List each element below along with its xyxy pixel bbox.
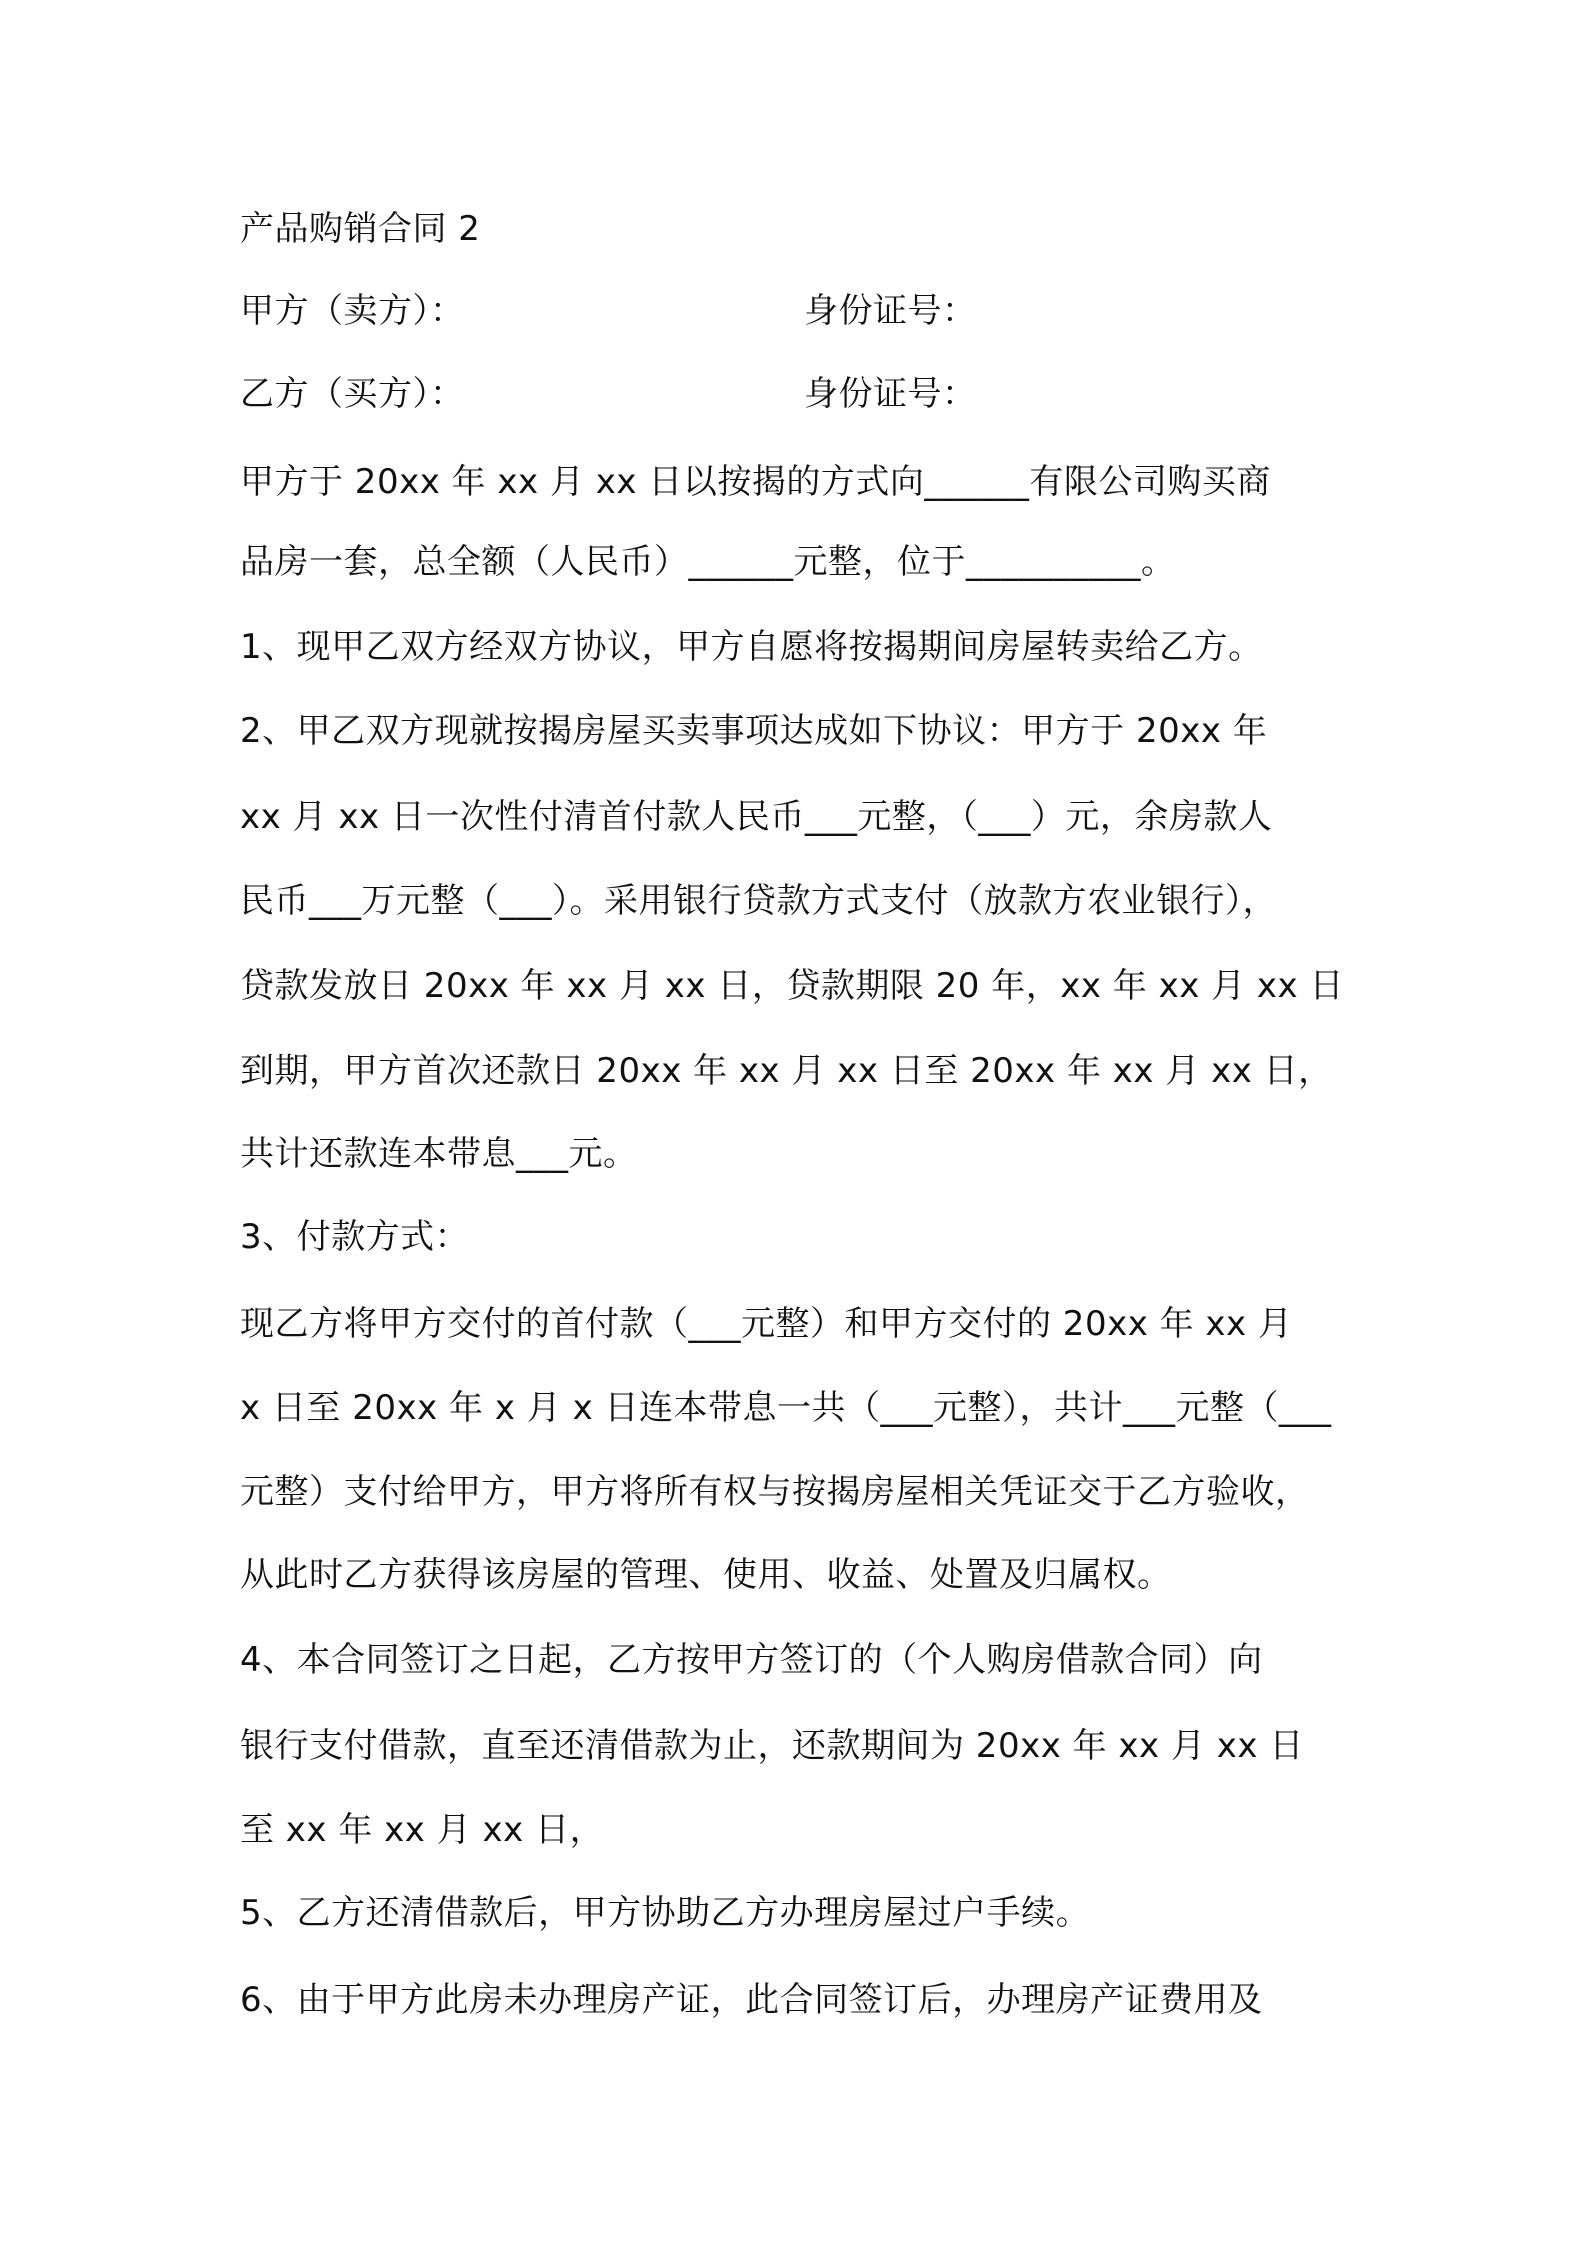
body-line: 品房一套，总全额（人民币）______元整，位于__________。 — [240, 542, 1176, 582]
body-line: 从此时乙方获得该房屋的管理、使用、收益、处置及归属权。 — [240, 1555, 1172, 1595]
body-line: 甲方于 20xx 年 xx 月 xx 日以按揭的方式向______有限公司购买商 — [240, 462, 1271, 502]
body-line: 贷款发放日 20xx 年 xx 月 xx 日，贷款期限 20 年，xx 年 xx 月 xx 日 — [240, 966, 1344, 1006]
body-line: 共计还款连本带息___元。 — [240, 1134, 638, 1174]
party-b-id-label: 身份证号： — [804, 374, 977, 414]
party-a-id-label: 身份证号： — [804, 291, 977, 331]
clause-5: 5、乙方还清借款后，甲方协助乙方办理房屋过户手续。 — [240, 1893, 1091, 1933]
clause-4: 4、本合同签订之日起，乙方按甲方签订的（个人购房借款合同）向 — [240, 1640, 1263, 1680]
document-title: 产品购销合同 2 — [240, 209, 481, 249]
party-b-label: 乙方（买方）： — [240, 374, 465, 414]
clause-2: 2、甲乙双方现就按揭房屋买卖事项达成如下协议：甲方于 20xx 年 — [240, 711, 1268, 751]
body-line: 到期，甲方首次还款日 20xx 年 xx 月 xx 日至 20xx 年 xx 月 xx 日， — [240, 1051, 1333, 1091]
body-line: 民币___万元整（___）。采用银行贷款方式支付（放款方农业银行）， — [240, 881, 1277, 921]
body-line: 至 xx 年 xx 月 xx 日， — [240, 1810, 605, 1850]
body-line: xx 月 xx 日一次性付清首付款人民币___元整，（___）元，余房款人 — [240, 797, 1273, 837]
party-a-label: 甲方（卖方）： — [240, 291, 465, 331]
body-line: 银行支付借款，直至还清借款为止，还款期间为 20xx 年 xx 月 xx 日 — [240, 1726, 1304, 1766]
body-line: x 日至 20xx 年 x 月 x 日连本带息一共（___元整），共计___元整（___ — [240, 1388, 1332, 1428]
body-line: 元整）支付给甲方，甲方将所有权与按揭房屋相关凭证交于乙方验收， — [240, 1472, 1310, 1512]
clause-6: 6、由于甲方此房未办理房产证，此合同签订后，办理房产证费用及 — [240, 1980, 1263, 2020]
body-line: 现乙方将甲方交付的首付款（___元整）和甲方交付的 20xx 年 xx 月 — [240, 1304, 1293, 1344]
clause-3: 3、付款方式： — [240, 1217, 470, 1257]
clause-1: 1、现甲乙双方经双方协议，甲方自愿将按揭期间房屋转卖给乙方。 — [240, 627, 1263, 667]
